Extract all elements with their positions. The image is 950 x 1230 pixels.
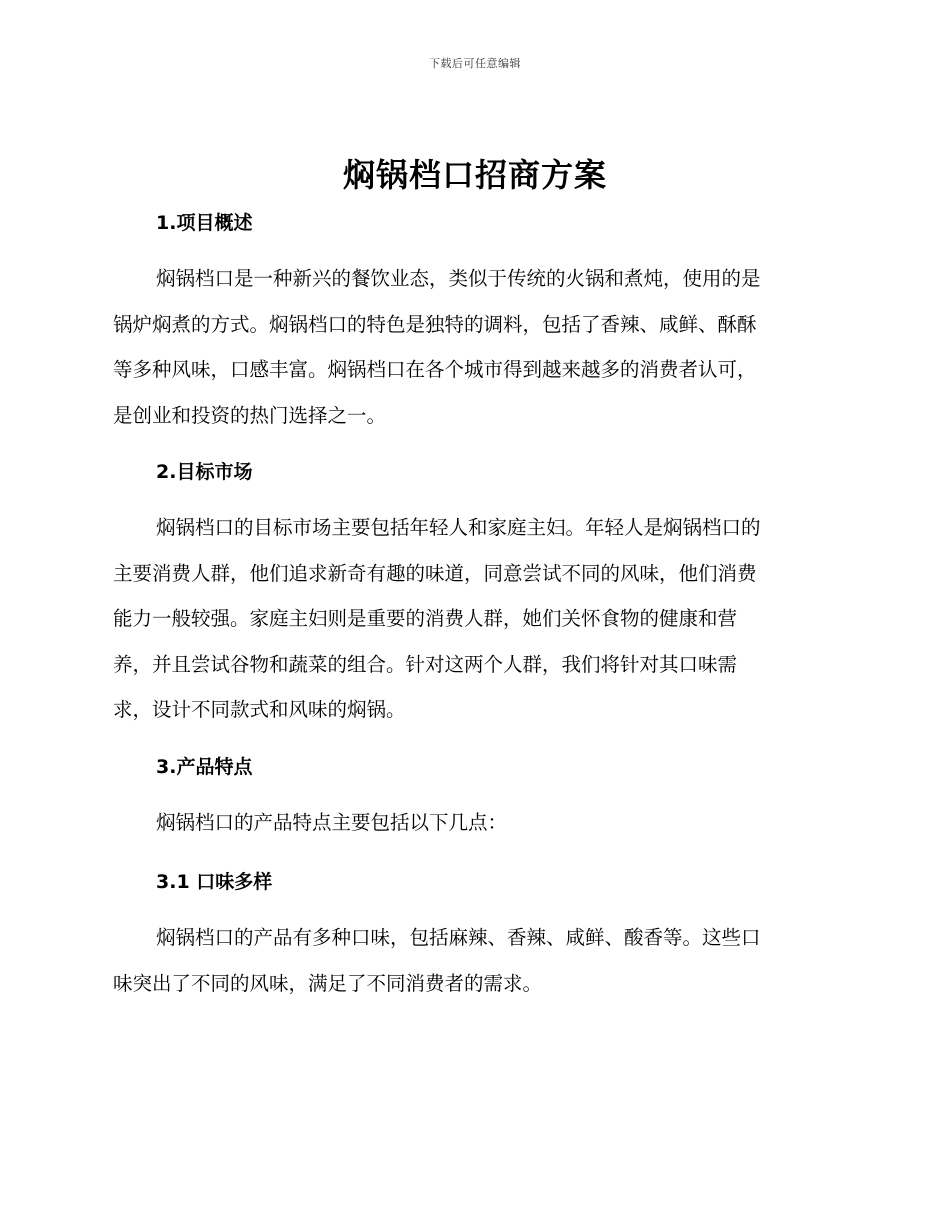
section-heading-overview: 1.项目概述 <box>156 212 253 234</box>
document-title: 焖锅档口招商方案 <box>342 156 607 194</box>
section-heading-product-features: 3.产品特点 <box>156 756 253 778</box>
section-heading-target-market: 2.目标市场 <box>156 461 253 483</box>
paragraph-line: 等多种风味，口感丰富。焖锅档口在各个城市得到越来越多的消费者认可， <box>113 358 757 381</box>
page-header-note: 下载后可任意编辑 <box>429 57 521 70</box>
section-paragraph-overview <box>113 256 833 438</box>
paragraph-line: 焖锅档口的产品有多种口味，包括麻辣、香辣、咸鲜、酸香等。这些口 <box>156 926 761 949</box>
paragraph-line: 养，并且尝试谷物和蔬菜的组合。针对这两个人群，我们将针对其口味需 <box>113 652 738 676</box>
section-paragraph-flavors <box>113 915 833 1006</box>
paragraph-line: 焖锅档口的目标市场主要包括年轻人和家庭主妇。年轻人是焖锅档口的 <box>156 516 761 539</box>
section-heading-flavors: 3.1 口味多样 <box>156 871 273 893</box>
paragraph-line: 是创业和投资的热门选择之一。 <box>113 403 387 427</box>
section-paragraph-product-features <box>113 800 833 846</box>
paragraph-line: 求，设计不同款式和风味的焖锅。 <box>113 698 406 721</box>
paragraph-line: 主要消费人群，他们追求新奇有趣的味道，同意尝试不同的风味，他们消费 <box>113 561 757 585</box>
section-paragraph-target-market <box>113 505 833 733</box>
paragraph-line: 锅炉焖煮的方式。焖锅档口的特色是独特的调料，包括了香辣、咸鲜、酥酥 <box>113 312 757 336</box>
paragraph-line: 味突出了不同的风味，满足了不同消费者的需求。 <box>113 971 543 995</box>
paragraph-line: 焖锅档口是一种新兴的餐饮业态，类似于传统的火锅和煮炖，使用的是 <box>156 267 761 290</box>
paragraph-line: 能力一般较强。家庭主妇则是重要的消费人群，她们关怀食物的健康和营 <box>113 607 738 630</box>
paragraph-line: 焖锅档口的产品特点主要包括以下几点： <box>156 811 508 834</box>
